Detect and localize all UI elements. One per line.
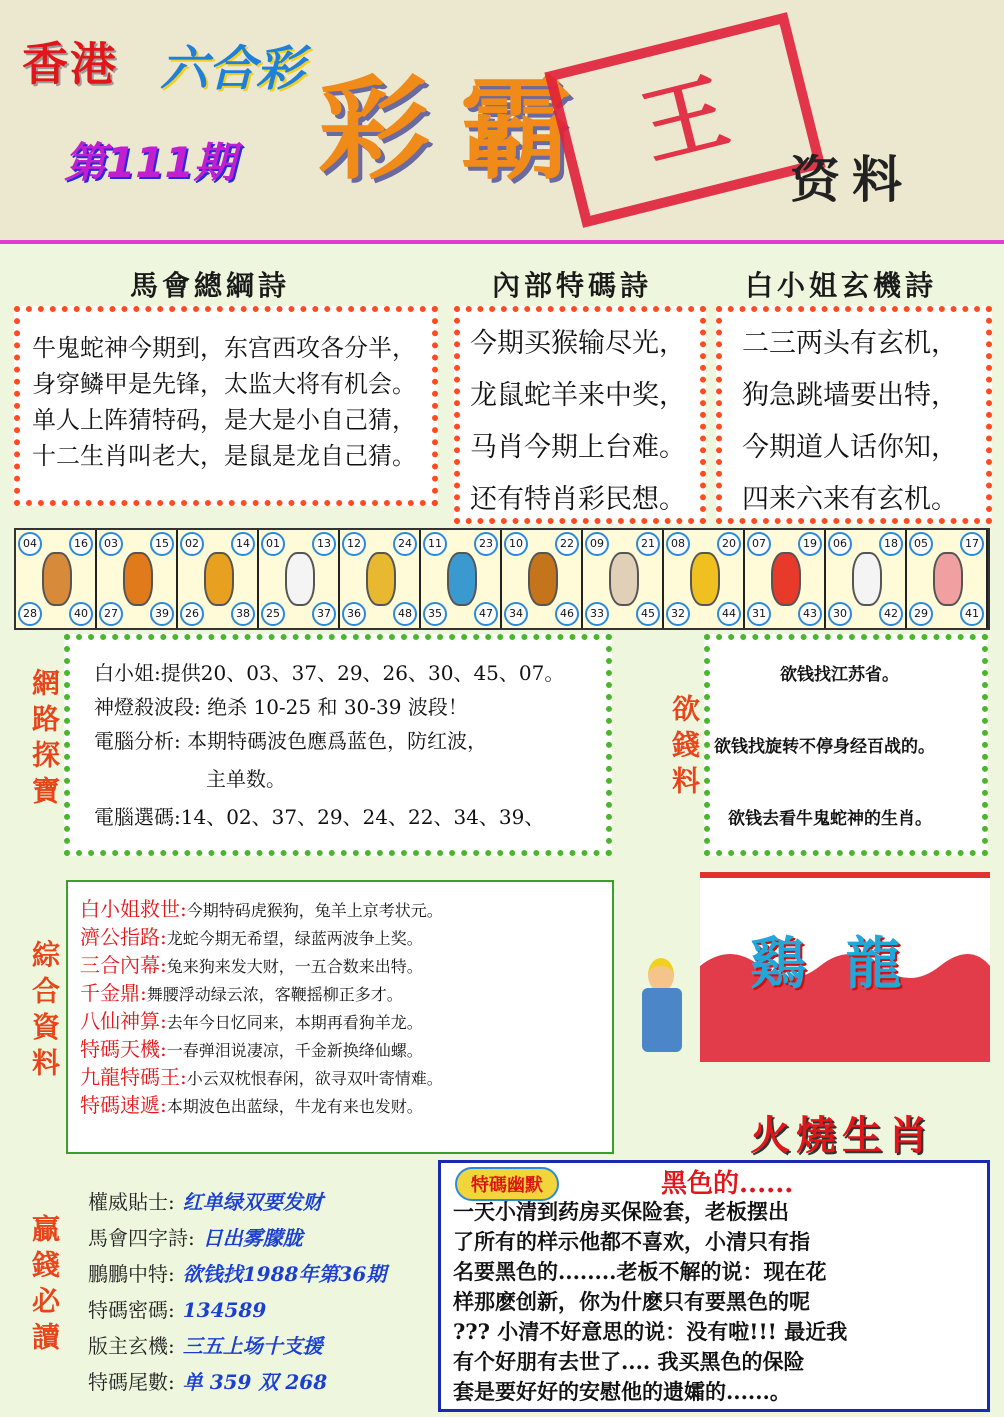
zodiac-animal-icon (771, 552, 801, 606)
money-line: 欲钱找江苏省。 (780, 665, 899, 685)
win-value: 单 359 双 268 (182, 1370, 328, 1394)
zodiac-number-ball: 45 (636, 602, 660, 626)
poem-line: 身穿鳞甲是先锋，太监大将有机会。 (32, 370, 416, 398)
zodiac-number-ball: 23 (474, 532, 498, 556)
zodiac-animal-icon (123, 552, 153, 606)
mixed-value: 兔来狗来发大财，一五合数来出特。 (166, 957, 423, 976)
joke-line: 一天小清到药房买保险套，老板摆出 (453, 1199, 789, 1224)
mixed-row (80, 924, 612, 952)
zodiac-number-ball: 44 (717, 602, 741, 626)
poem-title-horse: 馬會總綱詩 (130, 269, 291, 302)
zodiac-number-ball: 07 (747, 532, 771, 556)
header-divider (0, 240, 1004, 244)
zodiac-number-ball: 46 (555, 602, 579, 626)
poem-line: 今期道人话你知， (742, 432, 958, 463)
zodiac-number-ball: 15 (150, 532, 174, 556)
mixed-key: 特碼速遞: (80, 1093, 167, 1117)
zodiac-number-ball: 48 (393, 602, 417, 626)
zodiac-number-ball: 42 (879, 602, 903, 626)
zodiac-number-ball: 24 (393, 532, 417, 556)
win-key: 特碼密碼: (88, 1298, 175, 1322)
win-row (88, 1184, 428, 1220)
web-value: 提供20、03、37、29、26、30、45、07。 (160, 661, 565, 685)
poem-line: 龙鼠蛇羊来中奖， (470, 380, 686, 411)
zodiac-cell (340, 530, 421, 628)
zodiac-number-ball: 17 (960, 532, 984, 556)
web-value: 14、02、37、29、24、22、34、39、 (180, 805, 545, 829)
web-value: 绝杀 10-25 和 30-39 波段！ (207, 695, 468, 719)
win-section-label: 贏錢必讀 (28, 1214, 61, 1358)
win-value: 134589 (182, 1298, 267, 1322)
win-row (88, 1328, 428, 1364)
zodiac-number-ball: 32 (666, 602, 690, 626)
zodiac-number-ball: 09 (585, 532, 609, 556)
poem-line: 单人上阵猜特码，是大是小自己猜， (32, 406, 416, 434)
zodiac-cell (907, 530, 988, 628)
poem-line: 十二生肖叫老大，是鼠是龙自己猜。 (32, 442, 416, 470)
mixed-key: 特碼天機: (80, 1037, 167, 1061)
poem-line: 狗急跳墙要出特， (742, 380, 958, 411)
zodiac-number-ball: 41 (960, 602, 984, 626)
zodiac-number-ball: 19 (798, 532, 822, 556)
web-key: 電腦選碼: (94, 805, 181, 829)
zodiac-animal-icon (366, 552, 396, 606)
poem-line: 还有特肖彩民想。 (470, 484, 686, 515)
zodiac-cell (97, 530, 178, 628)
win-key: 權威貼士: (88, 1190, 175, 1214)
zodiac-number-ball: 13 (312, 532, 336, 556)
mixed-key: 三合內幕: (80, 953, 167, 977)
win-value: 红单绿双要发财 (182, 1190, 323, 1214)
fire-zodiac-caption: 火燒生肖 (750, 1112, 934, 1159)
region-label: 香港 (22, 37, 118, 91)
poem-line: 四来六来有玄机。 (742, 484, 958, 515)
zodiac-cell (16, 530, 97, 628)
web-key: 神燈殺波段: (94, 695, 201, 719)
poem-line: 马肖今期上台难。 (470, 432, 686, 463)
web-value: 主单数。 (206, 767, 286, 791)
win-value: 欲钱找1988年第36期 (182, 1262, 387, 1286)
zodiac-number-ball: 37 (312, 602, 336, 626)
joke-line: ??? 小清不好意思的说：没有啦!!! 最近我 (453, 1319, 848, 1344)
zodiac-number-ball: 39 (150, 602, 174, 626)
zodiac-cell (826, 530, 907, 628)
joke-line: 有个好朋有去世了.... 我买黑色的保险 (453, 1349, 805, 1374)
zodiac-number-ball: 21 (636, 532, 660, 556)
zodiac-animal-icon (933, 552, 963, 606)
zodiac-number-ball: 30 (828, 602, 852, 626)
zodiac-animal-icon (285, 552, 315, 606)
zodiac-number-ball: 27 (99, 602, 123, 626)
zodiac-number-ball: 47 (474, 602, 498, 626)
zodiac-number-ball: 01 (261, 532, 285, 556)
mixed-key: 八仙神算: (80, 1009, 167, 1033)
zodiac-number-ball: 35 (423, 602, 447, 626)
mixed-key: 九龍特碼王: (80, 1065, 187, 1089)
zodiac-cell (178, 530, 259, 628)
mixed-row (80, 1064, 612, 1092)
zodiac-cell (583, 530, 664, 628)
zodiac-number-ball: 31 (747, 602, 771, 626)
mixed-key: 白小姐救世: (80, 897, 187, 921)
zodiac-number-ball: 25 (261, 602, 285, 626)
win-key: 版主玄機: (88, 1334, 175, 1358)
poem-line: 牛鬼蛇神今期到，东宫西攻各分半， (32, 334, 416, 362)
lottery-label: 六合彩 (160, 41, 305, 97)
zodiac-number-ball: 12 (342, 532, 366, 556)
issue-number: 第111期 (64, 138, 236, 187)
zodiac-number-ball: 22 (555, 532, 579, 556)
mixed-row (80, 1008, 612, 1036)
mixed-value: 小云双枕恨春闲，欲寻双叶寄情难。 (186, 1069, 443, 1088)
win-row (88, 1364, 428, 1400)
poem-line: 今期买猴输尽光， (470, 328, 686, 359)
zodiac-number-ball: 26 (180, 602, 204, 626)
joke-badge: 特碼幽默 (455, 1167, 559, 1201)
mixed-data-box (66, 880, 614, 1154)
zodiac-number-ball: 43 (798, 602, 822, 626)
joke-line: 了所有的样示他都不喜欢，小清只有指 (453, 1229, 810, 1254)
zodiac-number-ball: 11 (423, 532, 447, 556)
joke-box (438, 1160, 990, 1412)
mixed-value: 一春弹泪说凄凉，千金新换绛仙螺。 (166, 1041, 423, 1060)
win-value: 三五上场十支援 (182, 1334, 323, 1358)
mixed-row (80, 980, 612, 1008)
zodiac-number-ball: 28 (18, 602, 42, 626)
zodiac-number-ball: 34 (504, 602, 528, 626)
money-line: 欲钱去看牛鬼蛇神的生肖。 (728, 809, 932, 829)
zodiac-animal-icon (609, 552, 639, 606)
win-key: 馬會四字詩: (88, 1226, 195, 1250)
poem-box-bai (716, 306, 992, 524)
mixed-value: 今期特码虎猴狗，兔羊上京考状元。 (186, 901, 443, 920)
zodiac-number-ball: 06 (828, 532, 852, 556)
mixed-value: 舞腰浮动绿云浓，客鞭摇柳正多才。 (146, 985, 403, 1004)
mixed-section-label: 綜合資料 (28, 940, 61, 1084)
zodiac-number-ball: 29 (909, 602, 933, 626)
mixed-value: 去年今日忆同来，本期再看狗羊龙。 (166, 1013, 423, 1032)
poem-box-inner (454, 306, 706, 524)
mixed-row (80, 1036, 612, 1064)
zodiac-cell (259, 530, 340, 628)
joke-line: 套是要好好的安慰他的遗孀的......。 (453, 1379, 791, 1404)
mixed-value: 本期波色出蓝绿，牛龙有来也发财。 (166, 1097, 423, 1116)
mixed-key: 千金鼎: (80, 981, 147, 1005)
zodiac-number-strip (14, 528, 990, 630)
win-row (88, 1256, 428, 1292)
zodiac-cell (664, 530, 745, 628)
web-section-label: 網路探寶 (28, 668, 61, 812)
money-box (704, 634, 988, 856)
mixed-value: 龙蛇今期无希望，绿蓝两波争上奖。 (166, 929, 423, 948)
mixed-row (80, 952, 612, 980)
header-subtitle: 资料 (790, 150, 914, 209)
zodiac-number-ball: 36 (342, 602, 366, 626)
joke-line: 样那麽创新，你为什麽只有要黑色的呢 (453, 1289, 810, 1314)
poem-box-horse (14, 306, 438, 506)
zodiac-number-ball: 18 (879, 532, 903, 556)
poem-title-inner: 內部特碼詩 (492, 269, 653, 302)
zodiac-animal-icon (690, 552, 720, 606)
zodiac-cell (502, 530, 583, 628)
zodiac-number-ball: 33 (585, 602, 609, 626)
win-key: 鵬鵬中特: (88, 1262, 175, 1286)
zodiac-number-ball: 38 (231, 602, 255, 626)
win-value: 日出雾朦胧 (202, 1226, 303, 1250)
zodiac-animal-icon (447, 552, 477, 606)
page-title: 彩霸 (318, 64, 602, 195)
zodiac-number-ball: 40 (69, 602, 93, 626)
zodiac-number-ball: 02 (180, 532, 204, 556)
wall-art (700, 872, 990, 1062)
zodiac-animal-icon (204, 552, 234, 606)
zodiac-number-ball: 20 (717, 532, 741, 556)
poem-line: 二三两头有玄机， (742, 328, 958, 359)
zodiac-cell (745, 530, 826, 628)
mixed-row (80, 1092, 612, 1120)
web-treasure-box (64, 634, 612, 856)
money-line: 欲钱找旋转不停身经百战的。 (714, 737, 935, 757)
mixed-row (80, 896, 612, 924)
web-key: 白小姐: (94, 661, 161, 685)
poem-title-bai: 白小姐玄機詩 (745, 269, 938, 302)
painter-icon (632, 952, 692, 1052)
zodiac-number-ball: 05 (909, 532, 933, 556)
win-row (88, 1220, 428, 1256)
win-key: 特碼尾數: (88, 1370, 175, 1394)
wall-text: 鷄 龍 (750, 931, 912, 997)
win-row (88, 1292, 428, 1328)
joke-title: 黑色的...... (661, 1169, 794, 1199)
zodiac-cell (421, 530, 502, 628)
zodiac-number-ball: 10 (504, 532, 528, 556)
zodiac-number-ball: 16 (69, 532, 93, 556)
zodiac-number-ball: 08 (666, 532, 690, 556)
web-value: 本期特碼波色應爲蓝色，防红波， (187, 729, 488, 753)
mixed-key: 濟公指路: (80, 925, 167, 949)
zodiac-number-ball: 04 (18, 532, 42, 556)
joke-line: 名要黑色的........老板不解的说：现在花 (453, 1259, 827, 1284)
zodiac-number-ball: 14 (231, 532, 255, 556)
wang-stamp: 王 (544, 12, 825, 228)
money-section-label: 欲錢料 (668, 694, 701, 802)
zodiac-animal-icon (528, 552, 558, 606)
web-key: 電腦分析: (94, 729, 181, 753)
win-data-list (88, 1184, 428, 1400)
zodiac-animal-icon (42, 552, 72, 606)
zodiac-number-ball: 03 (99, 532, 123, 556)
zodiac-animal-icon (852, 552, 882, 606)
